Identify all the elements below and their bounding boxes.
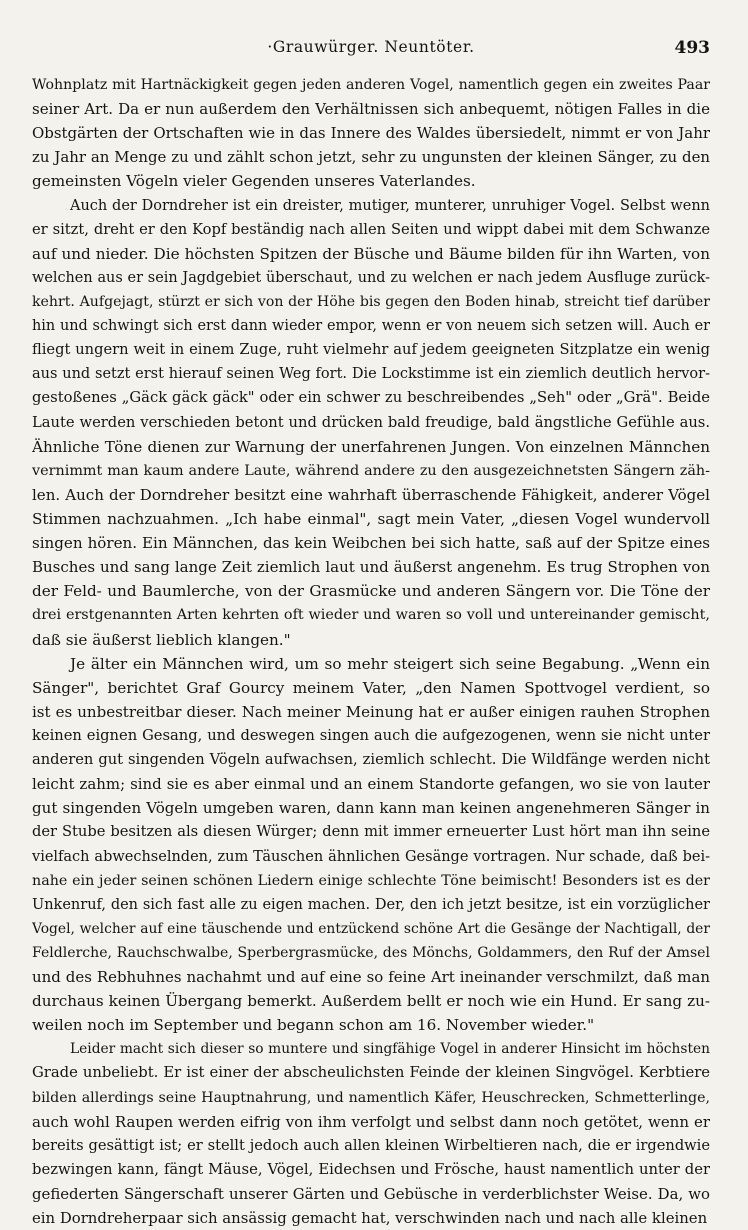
text-line: Stimmen nachzuahmen. „Ich habe einmal", sagt mein Vater, „diesen Vogel wundervoll [32,509,710,528]
text-line: zu Jahr an Menge zu und zählt schon jetzt, sehr zu ungunsten der kleinen Sänger, zu den [32,148,710,167]
text-line: nahe ein jeder seinen schönen Liedern einige schlechte Töne beimischt! Besonders ist es der [32,872,710,889]
paragraph [32,194,710,652]
running-head [32,38,710,64]
body-text [32,73,710,1230]
text-line: ist es unbestreitbar dieser. Nach meiner Meinung hat er außer einigen rauhen Strophen [32,702,710,721]
text-line: leicht zahm; sind sie es aber einmal und an einem Standorte gefangen, wo sie von lauter [32,775,710,794]
text-line: anderen gut singenden Vögeln aufwachsen, ziemlich schlecht. Die Wildfänge werden nicht [32,751,710,769]
text-line: vernimmt man kaum andere Laute, während andere zu den ausgezeichnetsten Sängern zäh- [32,462,710,479]
text-line: weilen noch im September und begann schon am 16. November wieder." [32,1016,595,1035]
paragraph [32,1037,710,1230]
text-line: hin und schwingt sich erst dann wieder empor, wenn er von neuem sich setzen will. Auch er [32,318,710,335]
text-line: gut singenden Vögeln umgeben waren, dann kann man keinen angenehmeren Sänger in [32,799,710,818]
text-line: bereits gesättigt ist; er stellt jedoch auch allen kleinen Wirbeltieren nach, die er irgendwie [32,1136,710,1154]
text-line: bilden allerdings seine Hauptnahrung, und namentlich Käfer, Heuschrecken, Schmetterlinge, [32,1089,710,1106]
running-title: ·Grauwürger. Neuntöter. [267,38,475,56]
page-number: 493 [674,38,710,58]
text-line: gemeinsten Vögeln vieler Gegenden unseres Vaterlandes. [32,172,476,191]
text-line: Laute werden verschieden betont und drücken bald freudige, bald ängstliche Gefühle aus. [32,413,710,431]
text-line: gefiederten Sängerschaft unserer Gärten und Gebüsche in verderblichster Weise. Da, wo [32,1185,710,1204]
text-line: Leider macht sich dieser so muntere und singfähige Vogel in anderer Hinsicht im höchsten [70,1041,710,1058]
text-line: Feldlerche, Rauchschwalbe, Sperbergrasmücke, des Mönchs, Goldammers, den Ruf der Amsel [32,944,710,961]
text-line: Auch der Dorndreher ist ein dreister, mutiger, munterer, unruhiger Vogel. Selbst wenn [70,197,710,214]
text-line: len. Auch der Dorndreher besitzt eine wahrhaft überraschende Fähigkeit, anderer Vögel [32,485,710,504]
text-line: welchen aus er sein Jagdgebiet überschaut, und zu welchen er nach jedem Ausfluge zurück- [32,269,710,286]
text-line: er sitzt, dreht er den Kopf beständig nach allen Seiten und wippt dabei mit dem Schwanze [32,220,710,238]
text-line: keinen eignen Gesang, und deswegen singen auch die aufgezogenen, wenn sie nicht unter [32,726,710,744]
text-line: Vogel, welcher auf eine täuschende und entzückend schöne Art die Gesänge der Nachtigall, der [32,920,710,937]
text-line: und des Rebhuhnes nachahmt und auf eine so feine Art ineinander verschmilzt, daß man [32,968,710,987]
text-line: seiner Art. Da er nun außerdem den Verhältnissen sich anbequemt, nötigen Falles in die [32,100,710,119]
text-line: Busches und sang lange Zeit ziemlich laut und äußerst angenehm. Es trug Strophen von [32,558,710,577]
text-line: Sänger", berichtet Graf Gourcy meinem Vater, „den Namen Spottvogel verdient, so [32,678,710,697]
text-line: bezwingen kann, fängt Mäuse, Vögel, Eidechsen und Frösche, haust namentlich unter der [32,1160,710,1178]
text-line: daß sie äußerst lieblich klangen." [32,630,291,649]
text-line: Ähnliche Töne dienen zur Warnung der unerfahrenen Jungen. Von einzelnen Männchen [32,437,710,456]
text-line: auf und nieder. Die höchsten Spitzen der Büsche und Bäume bilden für ihn Warten, von [32,244,710,263]
text-line: fliegt ungern weit in einem Zuge, ruht vielmehr auf jedem geeigneten Sitzplatze ein wenig [32,341,710,359]
text-line: aus und setzt erst hierauf seinen Weg fort. Die Lockstimme ist ein ziemlich deutlich hervor- [32,366,710,383]
text-line: Obstgärten der Ortschaften wie in das Innere des Waldes übersiedelt, nimmt er von Jahr [32,124,710,143]
text-line: gestoßenes „Gäck gäck gäck" oder ein schwer zu beschreibendes „Seh" oder „Grä". Beide [32,389,710,407]
text-line: Wohnplatz mit Hartnäckigkeit gegen jeden anderen Vogel, namentlich gegen ein zweites Paar [32,77,710,93]
text-line: Je älter ein Männchen wird, um so mehr steigert sich seine Begabung. „Wenn ein [70,654,710,673]
text-line: Grade unbeliebt. Er ist einer der abscheulichsten Feinde der kleinen Singvögel. Kerbtiere [32,1064,710,1082]
paragraph [32,73,710,194]
text-line: der Feld- und Baumlerche, von der Grasmücke und anderen Sängern vor. Die Töne der [32,582,710,601]
paragraph [32,652,710,1038]
text-line: auch wohl Raupen werden eifrig von ihm verfolgt und selbst dann noch getötet, wenn er [32,1112,710,1131]
text-line: der Stube besitzen als diesen Würger; denn mit immer erneuerter Lust hört man ihn seine [32,823,710,841]
text-line: kehrt. Aufgejagt, stürzt er sich von der Höhe bis gegen den Boden hinab, streicht tief darüber [32,293,710,310]
text-line: ein Dorndreherpaar sich ansässig gemacht hat, verschwinden nach und nach alle kleinen [32,1209,708,1228]
text-line: singen hören. Ein Männchen, das kein Weibchen bei sich hatte, saß auf der Spitze eines [32,534,710,553]
text-line: Unkenruf, den sich fast alle zu eigen machen. Der, den ich jetzt besitze, ist ein vorzüglicher [32,896,710,913]
text-line: vielfach abwechselnden, zum Täuschen ähnlichen Gesänge vortragen. Nur schade, daß bei- [32,848,710,865]
text-line: drei erstgenannten Arten kehrten oft wieder und waren so voll und untereinander gemischt, [32,607,710,624]
text-line: durchaus keinen Übergang bemerkt. Außerdem bellt er noch wie ein Hund. Er sang zu- [32,992,710,1011]
